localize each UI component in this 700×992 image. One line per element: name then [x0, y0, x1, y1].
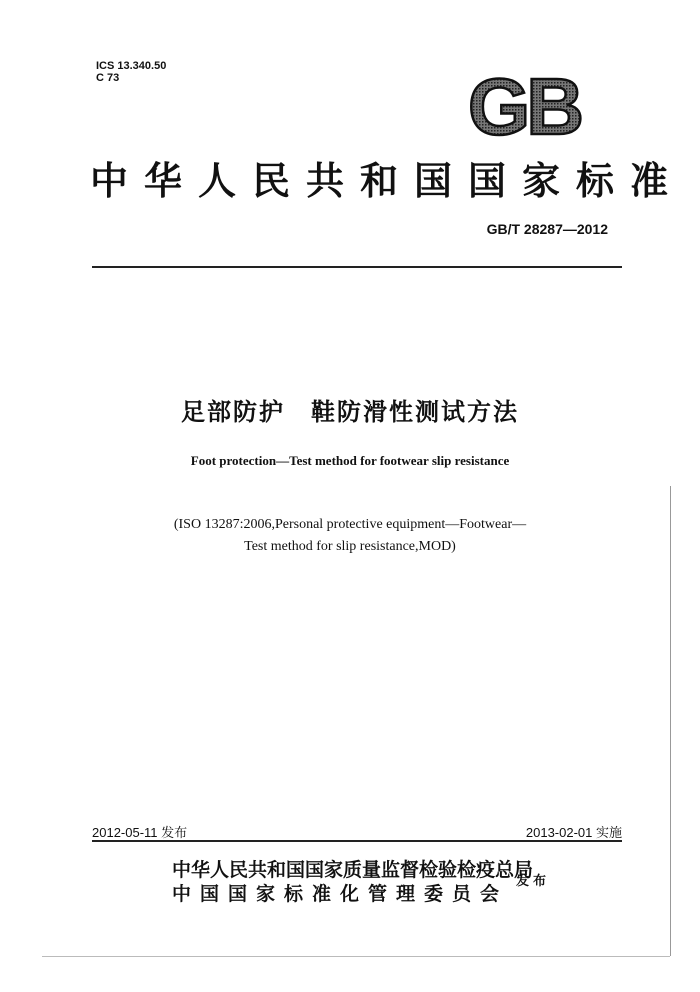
scan-edge-bottom: [42, 956, 670, 957]
chinese-title: 足部防护 鞋防滑性测试方法: [181, 398, 519, 426]
national-standard-title: 中华人民共和国国家标准: [90, 158, 685, 203]
issuing-organizations: [172, 858, 533, 906]
gb-logo: [458, 70, 590, 142]
ics-code: ICS 13.340.50: [96, 60, 167, 72]
iso-reference-line-2: Test method for slip resistance,MOD): [244, 539, 456, 554]
implementation-date: 2013-02-01 实施: [525, 825, 622, 840]
classification-codes: [96, 60, 166, 84]
header-divider: [92, 266, 622, 268]
scan-edge-vertical: [670, 486, 671, 956]
footer-divider: [92, 840, 622, 842]
iso-reference-line-1: (ISO 13287:2006,Personal protective equipment—Footwear—: [173, 517, 527, 532]
issuer-sac: 中国国家标准化管理委员会: [172, 883, 509, 905]
iso-reference: [0, 514, 700, 558]
publish-date: 2012-05-11 发布: [92, 825, 188, 840]
english-title: Foot protection—Test method for footwear slip resistance: [190, 453, 510, 468]
standard-number: GB/T 28287—2012: [486, 221, 608, 237]
gb-logo-text: GB: [468, 70, 580, 142]
issue-label: 发布: [516, 874, 551, 889]
issuer-aqsiq: 中华人民共和国国家质量监督检验检疫总局: [172, 859, 534, 881]
ccs-code: C 73: [96, 72, 120, 84]
